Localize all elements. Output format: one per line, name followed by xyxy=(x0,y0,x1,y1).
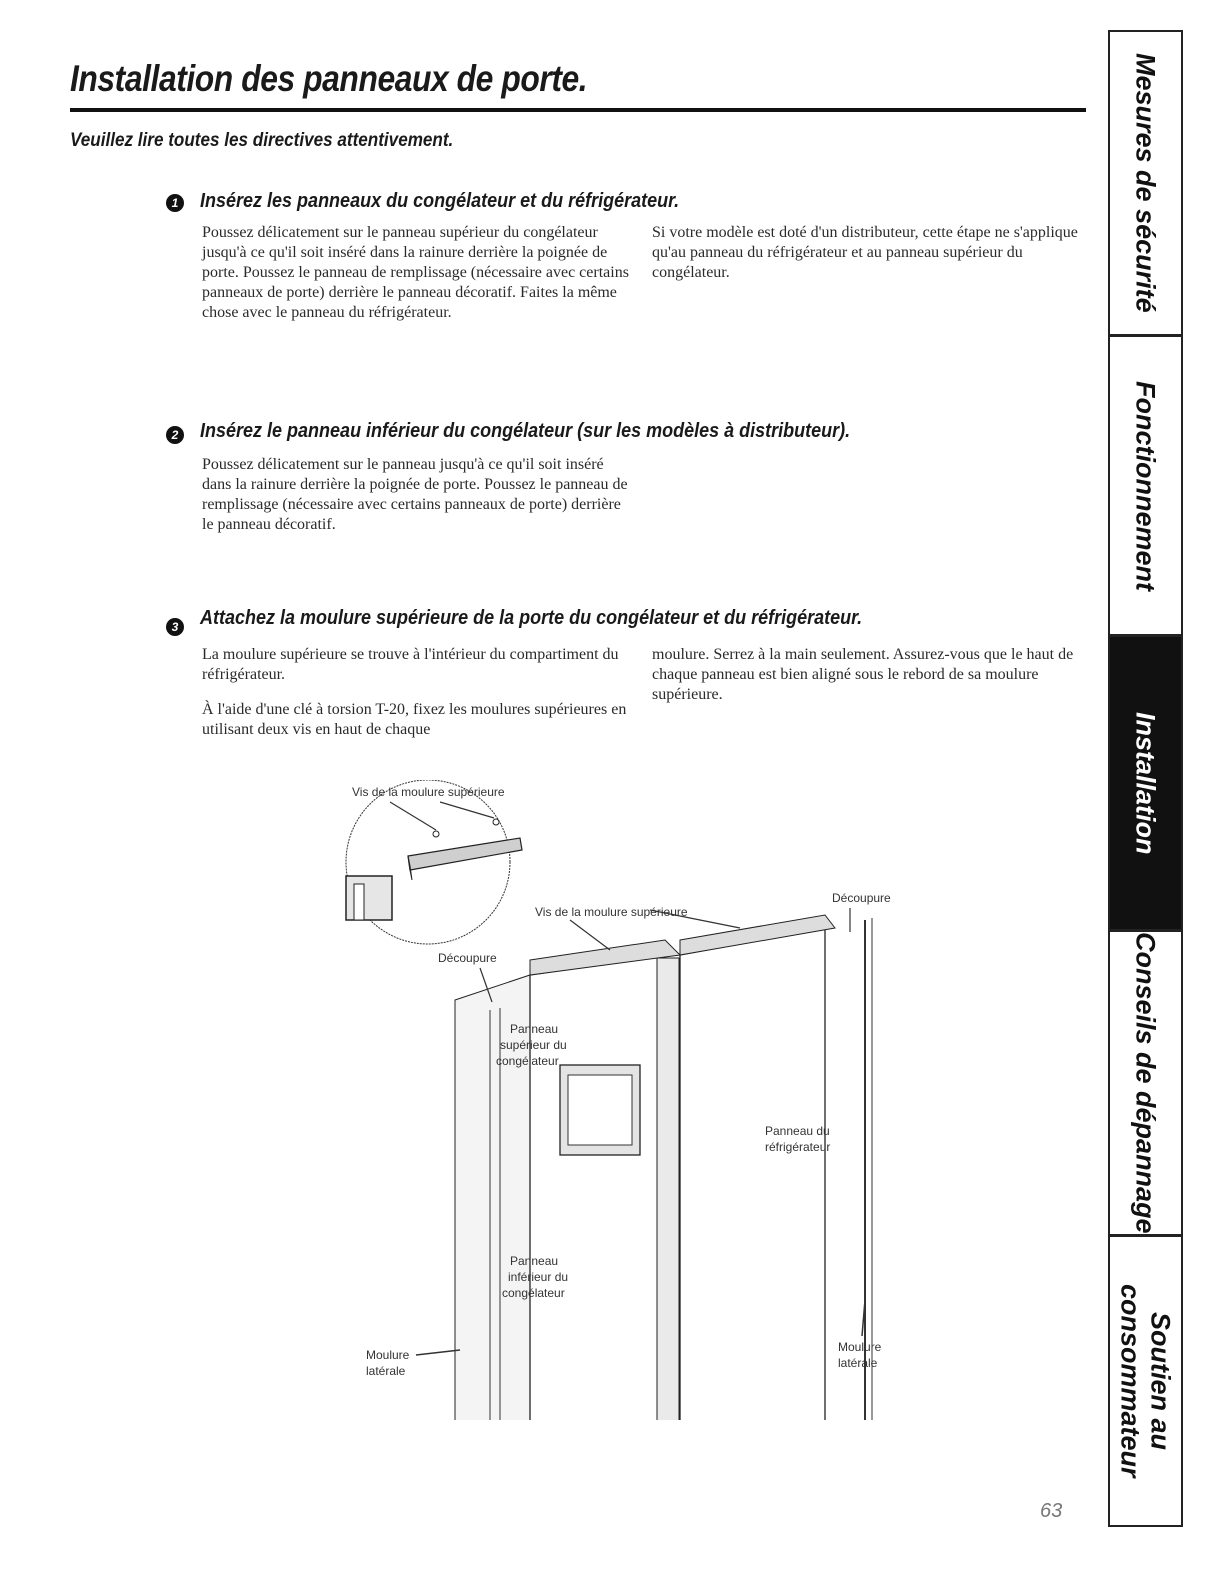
label-side-trim-left-2: latérale xyxy=(366,1364,406,1378)
tab-label: Mesures de sécurité xyxy=(1130,53,1161,313)
label-freezer-lower-2: inférieur du xyxy=(508,1270,569,1284)
step-1-text-col2: Si votre modèle est doté d'un distributeur, cette étape ne s'applique qu'au panneau du réfrigérateur et au panneau supérieur du congélateur. xyxy=(652,224,1078,281)
label-freezer-lower-1: Panneau xyxy=(510,1254,559,1268)
door-panel-diagram xyxy=(320,780,920,1420)
label-freezer-upper-3: congélateur xyxy=(496,1054,559,1068)
step-3-text-col1-p1: La moulure supérieure se trouve à l'intérieur du compartiment du réfrigérateur. xyxy=(202,646,619,683)
tab-mesures-de-securite[interactable] xyxy=(1110,32,1181,337)
label-freezer-lower-3: congélateur xyxy=(502,1286,565,1300)
step-3-number: 3 xyxy=(166,618,184,636)
label-screws-main: Vis de la moulure supérieure xyxy=(535,905,688,919)
refrigerator-body xyxy=(455,915,872,1420)
step-2-text: Poussez délicatement sur le panneau jusqu'à ce qu'il soit inséré dans la rainure derrière la poignée de porte. Poussez le panneau de remplissage (nécessaire avec certains panneaux de porte) derrière le panneau décoratif. xyxy=(202,456,628,533)
tab-label: Fonctionnement xyxy=(1130,380,1161,591)
step-3-heading: Attachez la moulure supérieure de la porte du congélateur et du réfrigérateur. xyxy=(200,607,863,629)
step-2-number: 2 xyxy=(166,426,184,444)
label-side-trim-right-1: Moulure xyxy=(838,1340,882,1354)
label-cutout-right: Découpure xyxy=(832,891,891,905)
tab-fonctionnement[interactable] xyxy=(1110,337,1181,637)
title-rule xyxy=(70,108,1086,112)
tab-soutien-au-consommateur[interactable] xyxy=(1110,1237,1181,1525)
tab-installation[interactable] xyxy=(1110,637,1181,932)
page-subtitle: Veuillez lire toutes les directives attentivement. xyxy=(70,130,454,151)
label-fridge-panel-2: réfrigérateur xyxy=(765,1140,831,1154)
label-freezer-upper-1: Panneau xyxy=(510,1022,559,1036)
step-1-text-col1: Poussez délicatement sur le panneau supérieur du congélateur jusqu'à ce qu'il soit inséré dans la rainure derrière la poignée de porte. Poussez le panneau de remplissage (nécessaire avec certains panneaux de porte) derrière le panneau décoratif. Faites la même chose avec le panneau du réfrigérateur. xyxy=(202,224,629,321)
label-cutout-left: Découpure xyxy=(438,951,497,965)
label-freezer-upper-2: supérieur du xyxy=(500,1038,567,1052)
tab-label: Installation xyxy=(1130,711,1161,855)
step-1-number: 1 xyxy=(166,194,184,212)
label-side-trim-right-2: latérale xyxy=(838,1356,878,1370)
tab-label: Soutien au consommateur xyxy=(1115,1284,1176,1478)
label-screws-inset: Vis de la moulure supérieure xyxy=(352,785,505,799)
label-fridge-panel-1: Panneau du xyxy=(765,1124,830,1138)
step-3-text-col1-p2: À l'aide d'une clé à torsion T-20, fixez les moulures supérieures en utilisant deux vis en haut de chaque xyxy=(202,701,627,738)
inset-circle xyxy=(346,780,522,944)
label-side-trim-left-1: Moulure xyxy=(366,1348,410,1362)
page-title: Installation des panneaux de porte. xyxy=(70,58,588,99)
tab-conseils-de-depannage[interactable] xyxy=(1110,932,1181,1237)
step-3-text-col2: moulure. Serrez à la main seulement. Assurez-vous que le haut de chaque panneau est bien aligné sous le rebord de sa moulure supérieure. xyxy=(652,646,1074,703)
section-tabs xyxy=(1108,30,1183,1527)
step-2-heading: Insérez le panneau inférieur du congélateur (sur les modèles à distributeur). xyxy=(200,420,851,442)
step-1-heading: Insérez les panneaux du congélateur et du réfrigérateur. xyxy=(200,190,680,212)
page-number: 63 xyxy=(1040,1500,1063,1522)
tab-label: Conseils de dépannage xyxy=(1130,932,1161,1234)
